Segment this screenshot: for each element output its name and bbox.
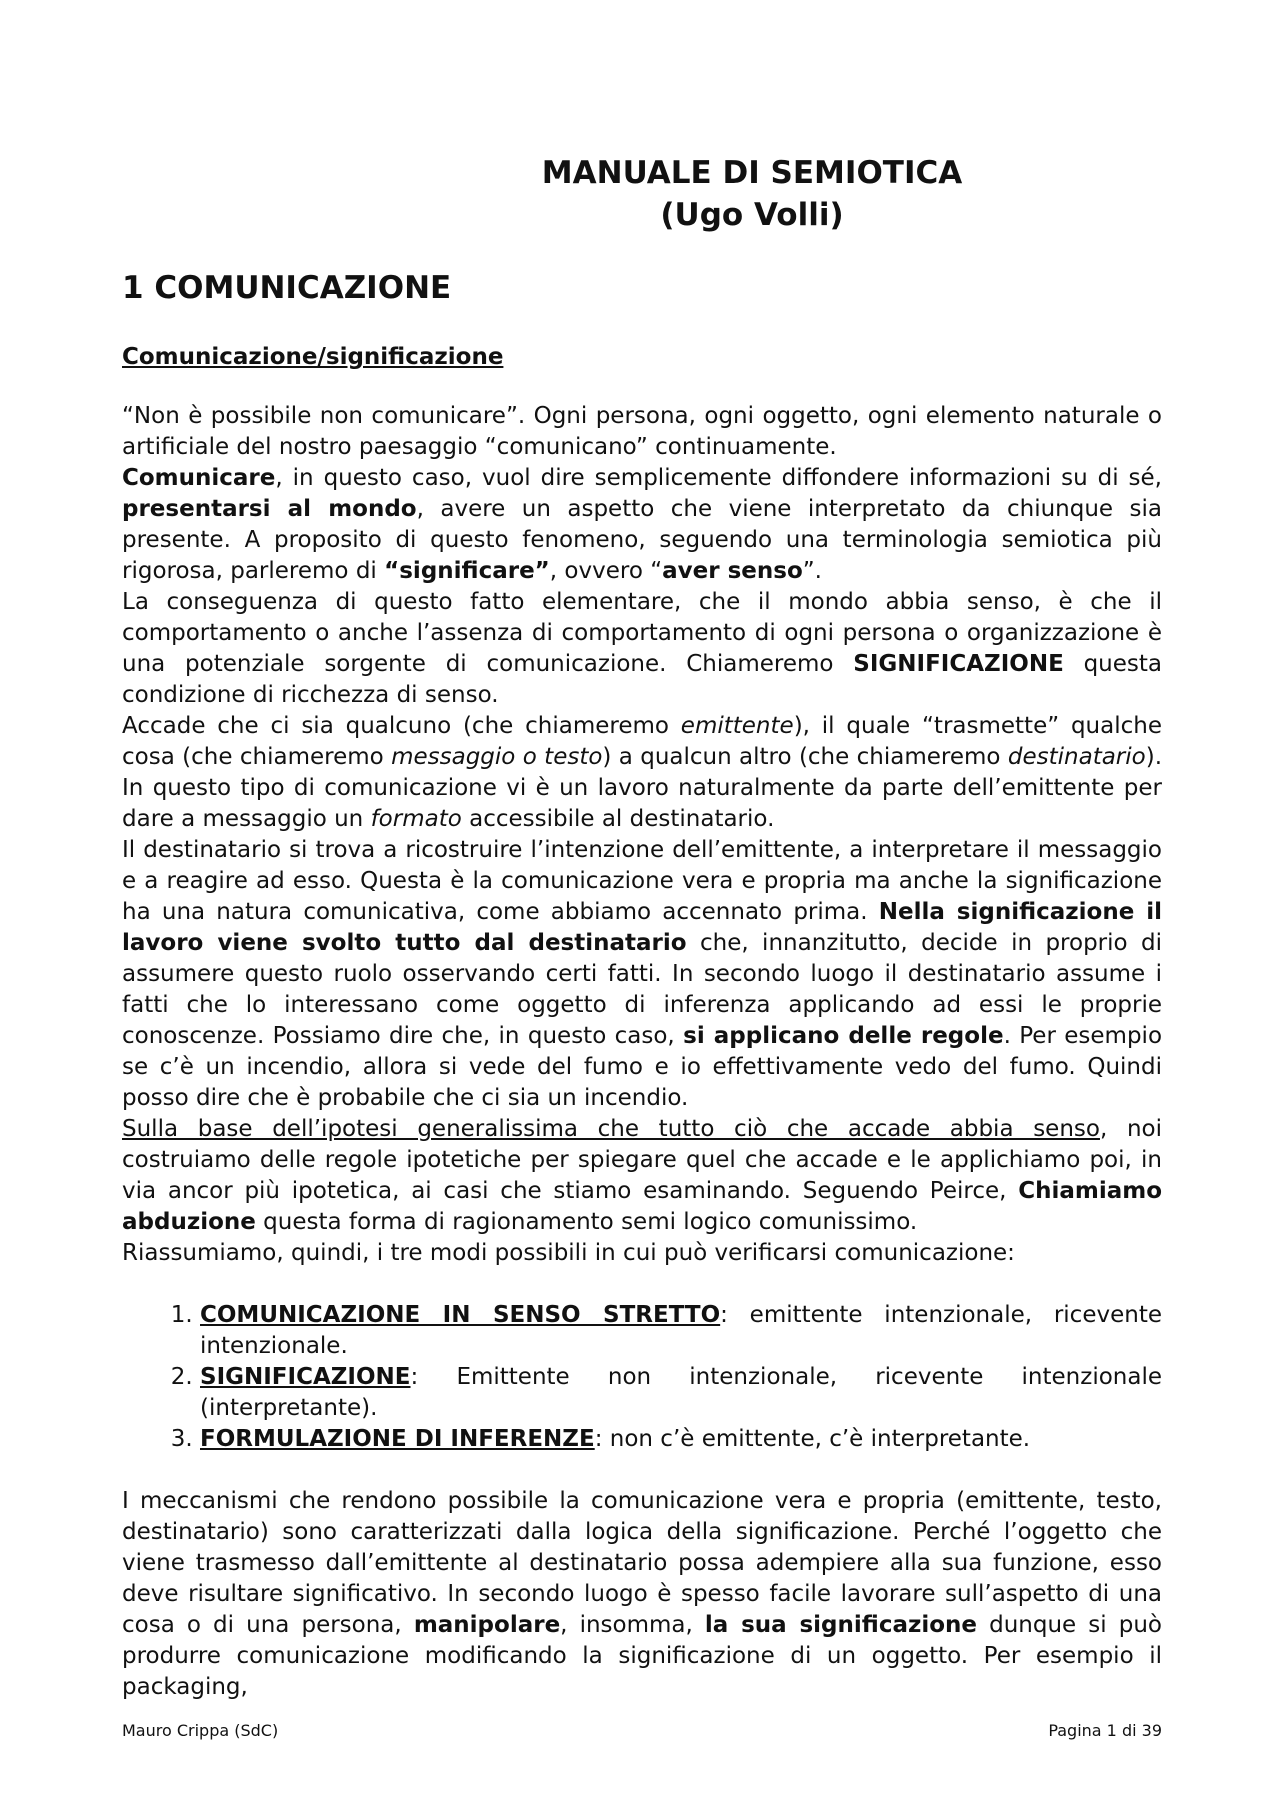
text-run: si applicano delle regole: [683, 1023, 1004, 1049]
section-heading: 1 COMUNICAZIONE: [122, 270, 452, 306]
communication-modes-list: [122, 1300, 1162, 1455]
list-item: [200, 1362, 1162, 1424]
text-run: emittente: [680, 713, 794, 739]
footer-page-number: Pagina 1 di 39: [1048, 1721, 1162, 1740]
paragraph-3: [122, 587, 1162, 711]
body-text: [122, 401, 1162, 1703]
text-run: messaggio o testo: [391, 744, 603, 770]
text-run: questa forma di ragionamento semi logico comunissimo.: [255, 1209, 918, 1235]
text-run: SIGNIFICAZIONE: [200, 1364, 411, 1390]
text-run: : emittente intenzionale, ricevente intenzionale.: [200, 1302, 1162, 1359]
text-run: , ovvero “: [549, 558, 663, 584]
text-run: “significare”: [384, 558, 550, 584]
text-run: La conseguenza di questo fatto elementare, che il mondo abbia senso, è che il comportamento o anche l’assenza di comportamento di ogni persona o organizzazione è una potenziale sorgente di comunicazione. Chiameremo: [122, 589, 1162, 677]
text-run: Comunicare: [122, 465, 276, 491]
text-run: Nella significazione il lavoro viene svolto tutto dal destinatario: [122, 899, 1162, 956]
paragraph-7: Riassumiamo, quindi, i tre modi possibili in cui può verificarsi comunicazione:: [122, 1240, 1015, 1266]
text-run: ), il quale “trasmette” qualche cosa (che chiameremo: [122, 713, 1162, 770]
text-run: manipolare: [413, 1612, 561, 1638]
list-item: [200, 1424, 1162, 1455]
text-run: Accade che ci sia qualcuno (che chiameremo: [122, 713, 681, 739]
text-run: la sua significazione: [704, 1612, 978, 1638]
document-title: [122, 152, 1162, 236]
paragraph-6: [122, 1114, 1162, 1238]
text-run: ) a qualcun altro (che chiameremo: [602, 744, 1008, 770]
text-run: , avere un aspetto che viene interpretato da chiunque sia presente. A proposito di questo fenomeno, seguendo una terminologia semiotica più rigorosa, parleremo di: [122, 496, 1162, 584]
text-run: questa condizione di ricchezza di senso.: [122, 651, 1162, 708]
list-item: [200, 1300, 1162, 1362]
text-run: accessibile al destinatario.: [461, 806, 775, 832]
text-run: : non c’è emittente, c’è interpretante.: [594, 1426, 1031, 1452]
text-run: ”.: [802, 558, 822, 584]
text-run: Il destinatario si trova a ricostruire l’intenzione dell’emittente, a interpretare il messaggio e a reagire ad esso. Questa è la comunicazione vera e propria ma anche la significazione ha una natura comunicativa, come abbiamo accennato prima.: [122, 837, 1162, 925]
text-run: formato: [370, 806, 462, 832]
document-title-line1: MANUALE DI SEMIOTICA: [541, 155, 963, 191]
text-run: che, innanzitutto, decide in proprio di assumere questo ruolo osservando certi fatti. In secondo luogo il destinatario assume i fatti che lo interessano come oggetto di inferenza applicando ad essi le proprie conoscenze. Possiamo dire che, in questo caso,: [122, 930, 1162, 1049]
paragraph-5: [122, 835, 1162, 1114]
document-title-line2: (Ugo Volli): [660, 197, 844, 233]
paragraph-8: [122, 1486, 1162, 1703]
text-run: Sulla base dell’ipotesi generalissima che tutto ciò che accade abbia senso: [122, 1116, 1100, 1142]
text-run: presentarsi al mondo: [122, 496, 417, 522]
subsection-heading: Comunicazione/significazione: [122, 344, 504, 370]
text-run: , in questo caso, vuol dire semplicemente diffondere informazioni su di sé,: [275, 465, 1162, 491]
document-page: [122, 0, 1162, 1811]
footer-author: Mauro Crippa (SdC): [122, 1721, 279, 1740]
text-run: FORMULAZIONE DI INFERENZE: [200, 1426, 595, 1452]
text-run: I meccanismi che rendono possibile la comunicazione vera e propria (emittente, testo, destinatario) sono caratterizzati dalla logica della significazione. Perché l’oggetto che viene trasmesso dall’emittente al destinatario possa adempiere alla sua funzione, esso deve risultare significativo. In secondo luogo è spesso facile lavorare sull’aspetto di una cosa o di una persona,: [122, 1488, 1162, 1638]
text-run: aver senso: [662, 558, 803, 584]
text-run: Chiamiamo abduzione: [122, 1178, 1162, 1235]
text-run: COMUNICAZIONE IN SENSO STRETTO: [200, 1302, 721, 1328]
paragraph-4: [122, 711, 1162, 835]
text-run: ). In questo tipo di comunicazione vi è un lavoro naturalmente da parte dell’emittente per dare a messaggio un: [122, 744, 1163, 832]
text-run: dunque si può produrre comunicazione modificando la significazione di un oggetto. Per esempio il packaging,: [122, 1612, 1162, 1700]
text-run: . Per esempio se c’è un incendio, allora si vede del fumo e io effettivamente vedo del fumo. Quindi posso dire che è probabile che ci sia un incendio.: [122, 1023, 1163, 1111]
text-run: SIGNIFICAZIONE: [853, 651, 1064, 677]
text-run: destinatario: [1007, 744, 1146, 770]
paragraph-2: [122, 463, 1162, 587]
text-run: , insomma,: [560, 1612, 705, 1638]
text-run: , noi costruiamo delle regole ipotetiche per spiegare quel che accade e le applichiamo poi, in via ancor più ipotetica, ai casi che stiamo esaminando. Seguendo Peirce,: [122, 1116, 1162, 1204]
paragraph-1: “Non è possibile non comunicare”. Ogni persona, ogni oggetto, ogni elemento naturale o artificiale del nostro paesaggio “comunicano” continuamente.: [122, 403, 1162, 460]
text-run: : Emittente non intenzionale, ricevente intenzionale (interpretante).: [200, 1364, 1162, 1421]
